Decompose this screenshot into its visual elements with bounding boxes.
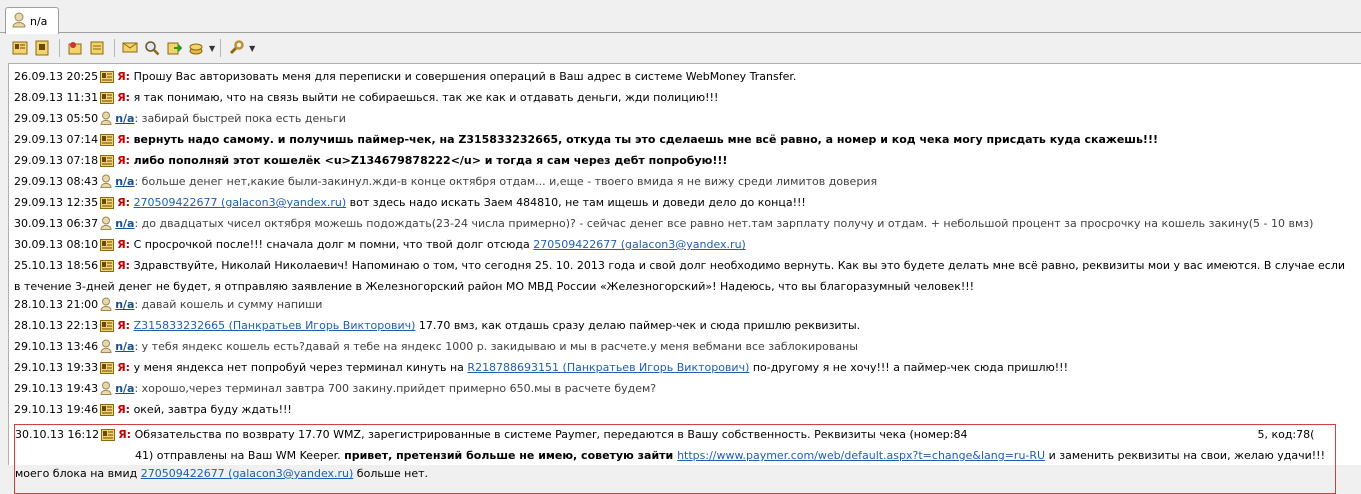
message-text: : у тебя яндекс кошель есть?давай я тебе на яндекс 1000 р. закидываю и мы в расчете.у меня вебмани все заблокированы — [134, 340, 858, 353]
toolbar-separator — [114, 39, 115, 57]
redacted-block — [967, 426, 1257, 444]
export-icon[interactable] — [164, 38, 184, 58]
message-timestamp: 29.09.13 08:43 — [14, 175, 99, 188]
message-text: Прошу Вас авторизовать меня для переписки и совершения операций в Ваш адрес в системе WebMoney Transfer. — [133, 70, 797, 83]
add-contact-icon[interactable] — [65, 38, 85, 58]
message-text: вот здесь надо искать Заем 484810, не там ищешь и доведи дело до конца!!! — [346, 196, 806, 209]
message-row — [14, 236, 1353, 257]
toolbar-separator — [220, 39, 221, 57]
wm-passport-icon[interactable] — [101, 429, 115, 447]
wm-passport-icon[interactable] — [100, 362, 114, 380]
wm-passport-icon[interactable] — [100, 71, 114, 89]
sender-me: Я: — [117, 70, 131, 83]
message-row — [14, 131, 1353, 152]
message-row — [14, 359, 1353, 380]
user-icon[interactable] — [100, 297, 112, 317]
message-text: привет, претензий больше не имею, советую зайти — [344, 449, 678, 462]
user-icon[interactable] — [100, 381, 112, 401]
message-row — [14, 110, 1353, 131]
message-icon[interactable] — [120, 38, 140, 58]
sender-peer-link[interactable]: n/a — [115, 175, 135, 188]
sender-me: Я: — [117, 238, 131, 251]
chevron-down-icon[interactable]: ▼ — [249, 43, 256, 53]
wrench-icon[interactable] — [226, 38, 246, 58]
message-row — [14, 257, 1353, 296]
message-link[interactable]: 270509422677 (galacon3@yandex.ru) — [140, 467, 354, 480]
message-text: по-другому я не хочу!!! а паймер-чек сюда пришлю!!! — [749, 361, 1069, 374]
message-timestamp: 30.09.13 06:37 — [14, 217, 99, 230]
message-text: : хорошо,через терминал завтра 700 закину.прийдет примерно 650.мы в расчете будем? — [134, 382, 657, 395]
wm-passport-icon[interactable] — [100, 92, 114, 110]
message-link[interactable]: Z315833232665 (Панкратьев Игорь Викторович) — [133, 319, 416, 332]
sender-peer-link[interactable]: n/a — [115, 382, 135, 395]
redacted-block — [15, 447, 135, 465]
message-text: либо пополняй этот кошелёк <u>Z134679878222</u> и тогда я сам через дебт попробую!!! — [133, 154, 728, 167]
message-timestamp: 29.09.13 05:50 — [14, 112, 99, 125]
message-timestamp: 30.10.13 16:12 — [15, 428, 100, 441]
message-timestamp: 30.09.13 08:10 — [14, 238, 99, 251]
message-timestamp: 29.09.13 07:18 — [14, 154, 99, 167]
message-timestamp: 29.09.13 12:35 — [14, 196, 99, 209]
notebook-icon[interactable] — [87, 38, 107, 58]
tab-bar — [0, 0, 1361, 33]
sender-peer-link[interactable]: n/a — [115, 217, 135, 230]
sender-peer-link[interactable]: n/a — [115, 340, 135, 353]
sender-me: Я: — [117, 319, 131, 332]
message-text: и заменить реквизиты на свои, желаю удачи!!! моего блока на вмид — [15, 449, 1326, 480]
wm-passport-icon[interactable] — [100, 197, 114, 215]
highlighted-message — [14, 424, 1336, 494]
user-icon[interactable] — [100, 111, 112, 131]
wm-passport-icon[interactable] — [100, 260, 114, 278]
user-icon[interactable] — [100, 339, 112, 359]
message-row — [14, 215, 1353, 236]
message-row — [15, 426, 1335, 483]
coins-icon[interactable] — [186, 38, 206, 58]
wm-passport-icon[interactable] — [100, 134, 114, 152]
message-timestamp: 29.10.13 19:33 — [14, 361, 99, 374]
message-timestamp: 26.09.13 20:25 — [14, 70, 99, 83]
wm-passport-icon[interactable] — [100, 320, 114, 338]
chevron-down-icon[interactable]: ▼ — [209, 43, 216, 53]
wm-passport-icon[interactable] — [100, 404, 114, 422]
message-text: вернуть надо самому. и получишь паймер-чек, на Z315833232665, откуда ты это сделаешь мне всё равно, а номер и код чека могу присдать куда скажешь!!! — [133, 133, 1158, 146]
sender-me: Я: — [117, 196, 131, 209]
message-text: : давай кошель и сумму напиши — [134, 298, 323, 311]
contact-card-icon[interactable] — [10, 38, 30, 58]
message-row — [14, 89, 1353, 110]
message-text: : до двадцатых чисел октября можешь подождать(23-24 числа примерно)? - сейчас денег все равно нет.там зарплату получу и отдам. + небольшой процент за просрочку на кошель закину(5 - 10 вмз) — [134, 217, 1314, 230]
message-row — [14, 152, 1353, 173]
search-icon[interactable] — [142, 38, 162, 58]
message-text: окей, завтра буду ждать!!! — [133, 403, 292, 416]
tab-label: n/a — [30, 14, 48, 28]
message-row — [14, 338, 1353, 359]
sender-peer-link[interactable]: n/a — [115, 298, 135, 311]
message-text: : больше денег нет,какие были-закинул.жди-в конце октября отдам... и,еще - твоего вмида я не вижу среди лимитов доверия — [134, 175, 878, 188]
message-text: Обязательства по возврату 17.70 WMZ, зарегистрированные в системе Paymer, передаются в Вашу собственность. Реквизиты чека (номер:84 — [134, 428, 968, 441]
message-link[interactable]: 270509422677 (galacon3@yandex.ru) — [533, 238, 746, 251]
wm-passport-icon[interactable] — [100, 239, 114, 257]
message-text: 17.70 вмз, как отдашь сразу делаю паймер-чек и сюда пришлю реквизиты. — [415, 319, 861, 332]
sender-peer-link[interactable]: n/a — [115, 112, 135, 125]
message-timestamp: 29.10.13 19:43 — [14, 382, 99, 395]
message-timestamp: 29.09.13 07:14 — [14, 133, 99, 146]
tab-contact[interactable] — [5, 7, 59, 34]
sender-me: Я: — [117, 91, 131, 104]
message-row — [14, 380, 1353, 401]
sender-me: Я: — [117, 154, 131, 167]
toolbar-separator — [59, 39, 60, 57]
message-timestamp: 28.10.13 21:00 — [14, 298, 99, 311]
sender-me: Я: — [117, 361, 131, 374]
message-timestamp: 28.10.13 22:13 — [14, 319, 99, 332]
wm-passport-icon[interactable] — [100, 155, 114, 173]
message-text: больше нет. — [353, 467, 429, 480]
message-row — [14, 68, 1353, 89]
message-timestamp: 29.10.13 19:46 — [14, 403, 99, 416]
message-row — [14, 296, 1353, 317]
sender-me: Я: — [118, 428, 132, 441]
toolbar — [0, 34, 1361, 62]
message-timestamp: 29.10.13 13:46 — [14, 340, 99, 353]
message-text: : забирай быстрей пока есть деньги — [134, 112, 346, 125]
sender-me: Я: — [117, 403, 131, 416]
message-link[interactable]: https://www.paymer.com/web/default.aspx?t=change&lang=ru-RU — [677, 449, 1046, 462]
message-text: 5, код:78( — [1257, 428, 1315, 441]
message-text: Здравствуйте, Николай Николаевич! Напоминаю о том, что сегодня 25. 10. 2013 года и свой долг необходимо вернуть. Как вы это будете делать мне всё равно, реквизиты мои у вас имеются. В случае если в течение 3-дней денег не будет, я отправляю заявление в Железногорский район МО МВД России «Железногорский»! Надеюсь, что вы благоразумный человек!!! — [14, 259, 1345, 293]
message-text: я так понимаю, что на связь выйти не собираешься. так же как и отдавать деньги, жди полицию!!! — [133, 91, 719, 104]
contact-card-alt-icon[interactable] — [32, 38, 52, 58]
message-row — [14, 194, 1353, 215]
message-row — [14, 401, 1353, 422]
message-link[interactable]: 270509422677 (galacon3@yandex.ru) — [133, 196, 347, 209]
message-row — [14, 317, 1353, 338]
message-text: 41) отправлены на Ваш WM Keeper. — [135, 449, 345, 462]
message-history[interactable] — [8, 63, 1361, 480]
message-link[interactable]: R218788693151 (Панкратьев Игорь Викторович) — [467, 361, 750, 374]
message-row — [14, 173, 1353, 194]
message-timestamp: 25.10.13 18:56 — [14, 259, 99, 272]
message-text: С просрочкой после!!! сначала долг м помни, что твой долг отсюда — [133, 238, 534, 251]
user-icon[interactable] — [100, 216, 112, 236]
message-timestamp: 28.09.13 11:31 — [14, 91, 99, 104]
user-icon[interactable] — [100, 174, 112, 194]
user-icon — [12, 12, 26, 31]
sender-me: Я: — [117, 259, 131, 272]
message-text: у меня яндекса нет попробуй через терминал кинуть на — [133, 361, 468, 374]
sender-me: Я: — [117, 133, 131, 146]
